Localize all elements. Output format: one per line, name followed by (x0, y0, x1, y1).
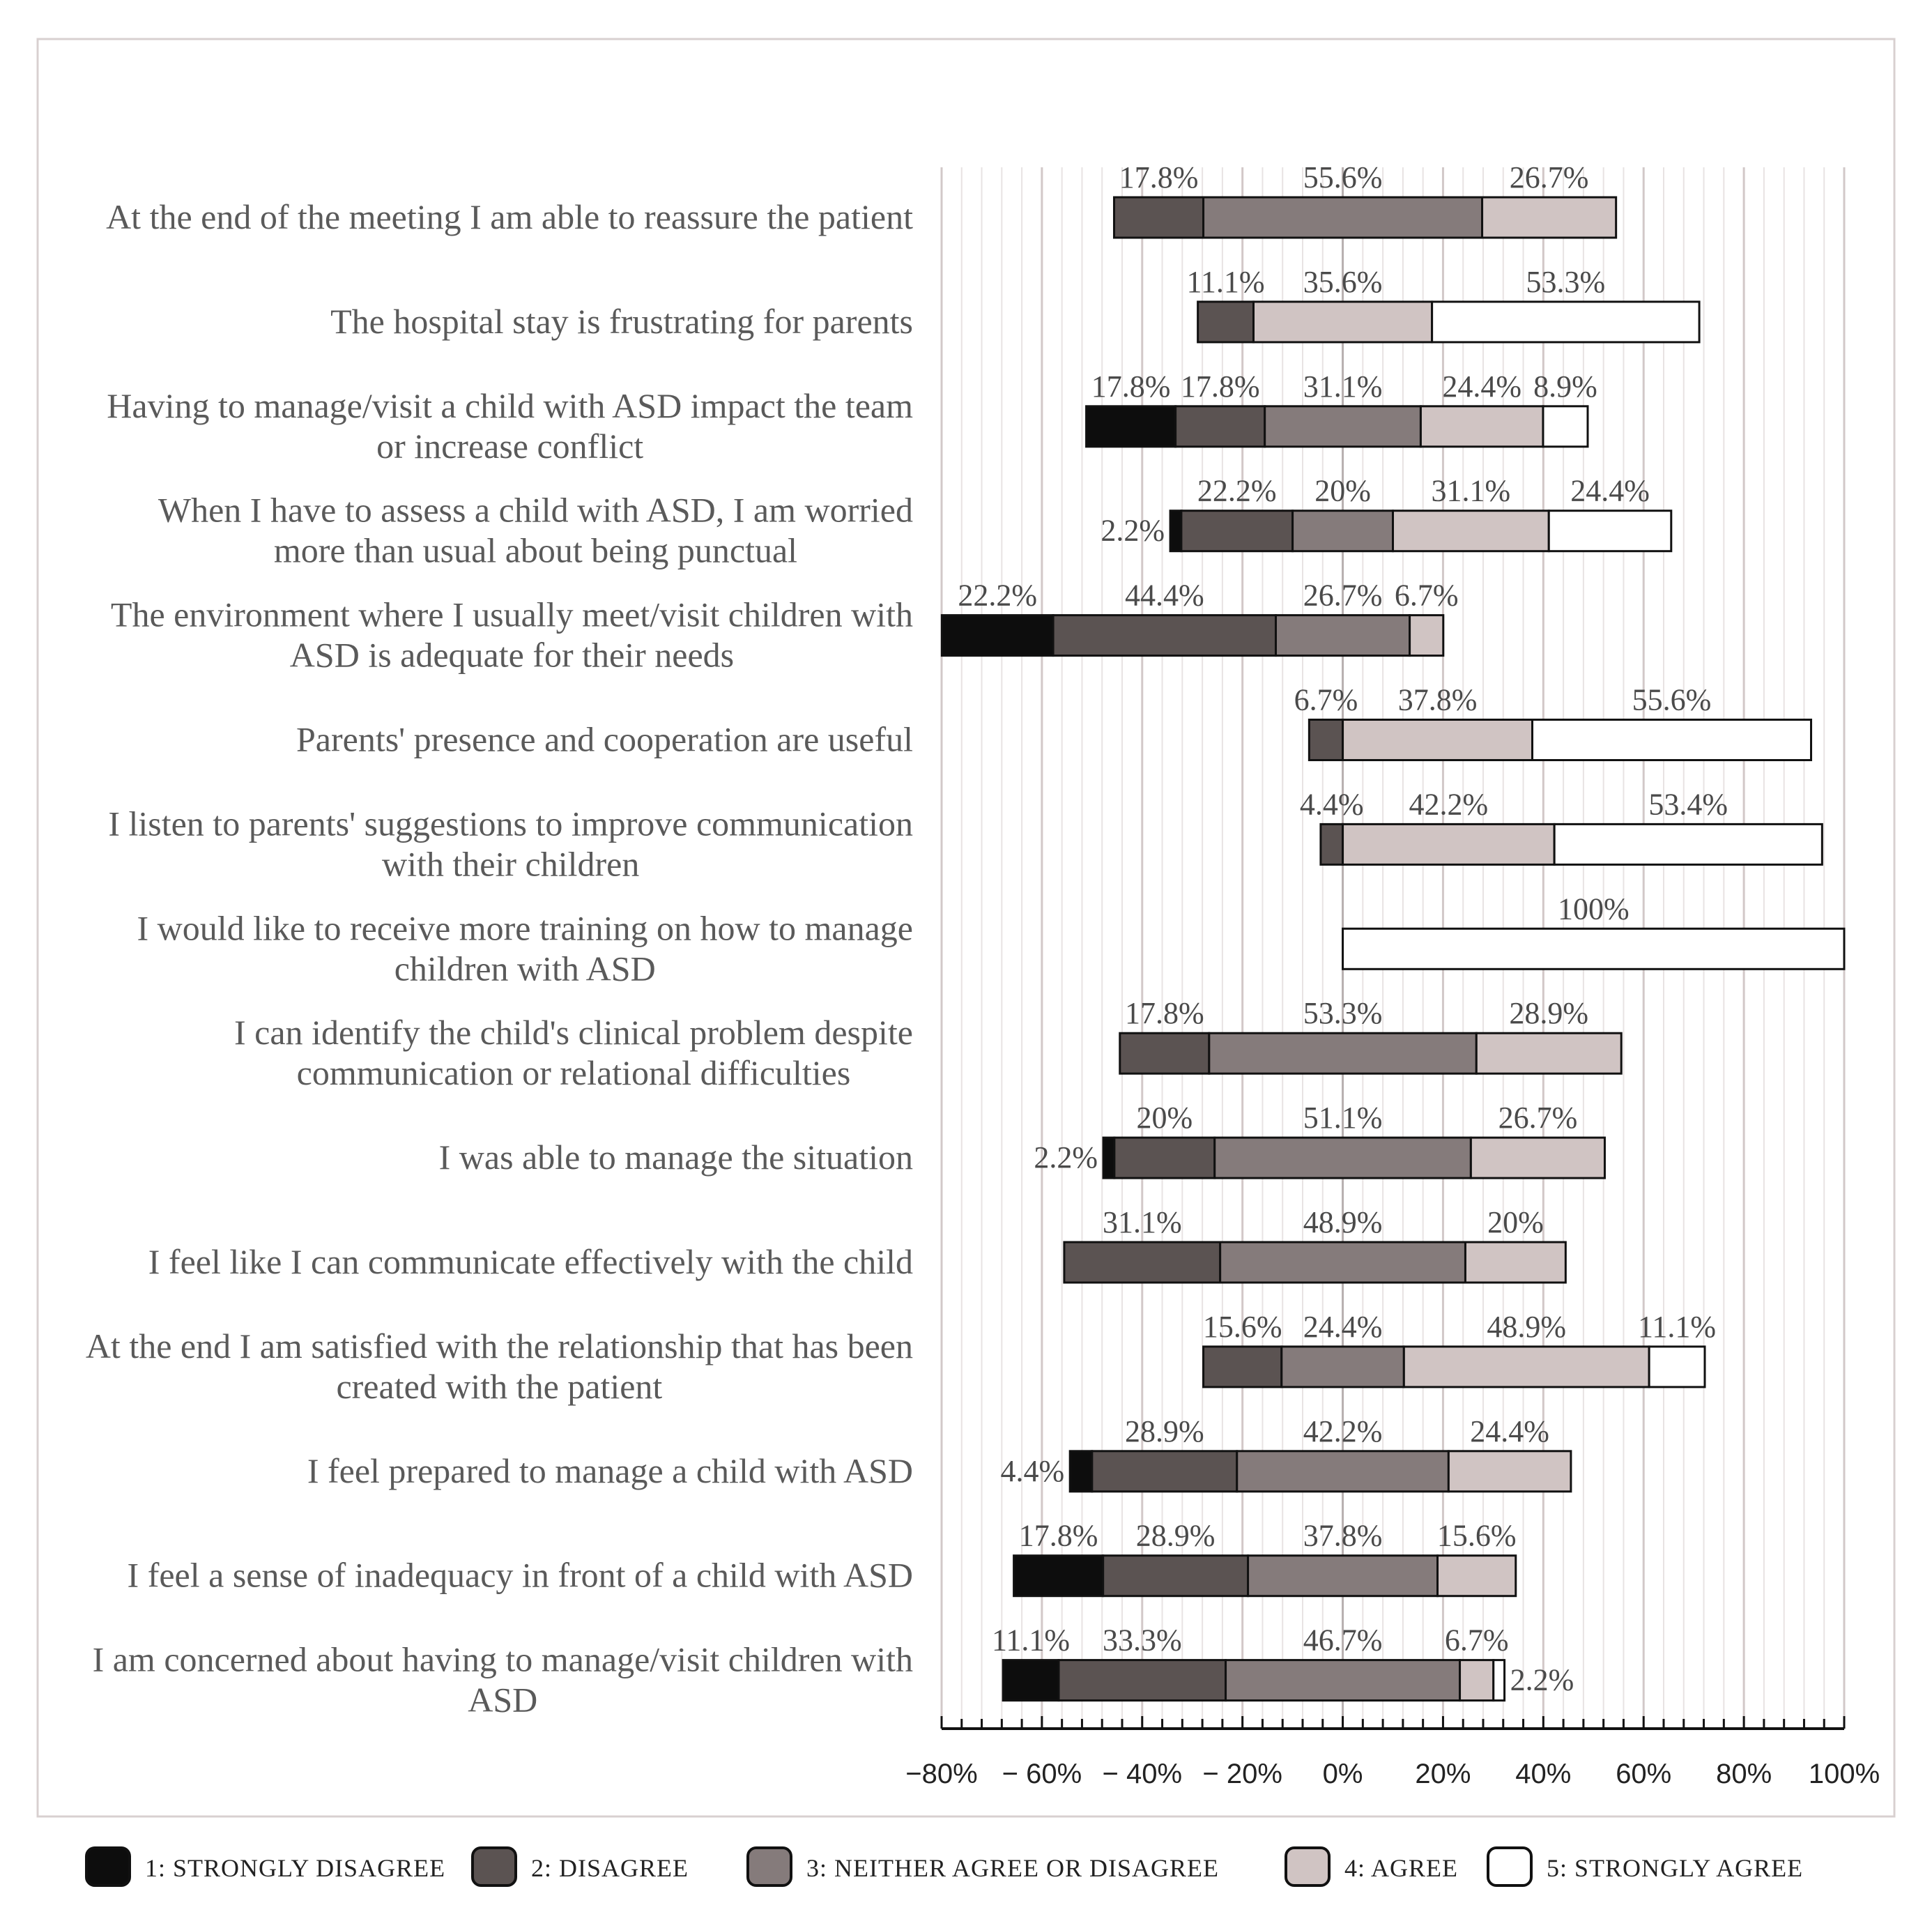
x-tick-label: 100% (1808, 1759, 1880, 1789)
bar-segment (1276, 615, 1410, 656)
bar-segment (1309, 720, 1342, 760)
bar-segment (1103, 1556, 1248, 1596)
bar-segment (1471, 1138, 1604, 1178)
value-label: 24.4% (1442, 369, 1522, 404)
value-label: 26.7% (1498, 1101, 1578, 1135)
x-tick-label: 40% (1515, 1759, 1572, 1789)
legend-label: 4: AGREE (1344, 1854, 1459, 1882)
bar-segment (1420, 406, 1543, 447)
question-label: ASD (468, 1680, 538, 1720)
value-label: 53.3% (1526, 264, 1606, 299)
bar-segment (1482, 197, 1616, 238)
bar-segment (1533, 720, 1811, 760)
question-label: I feel like I can communicate effectively with the child (148, 1242, 913, 1281)
bar-segment (1549, 511, 1671, 551)
value-label: 11.1% (1186, 264, 1265, 299)
value-label: 17.8% (1091, 369, 1171, 404)
bar-segment (1465, 1242, 1565, 1283)
legend-label: 1: STRONGLY DISAGREE (145, 1854, 446, 1882)
value-label: 28.9% (1124, 1414, 1204, 1448)
value-label: 6.7% (1444, 1623, 1509, 1658)
x-tick-label: 60% (1616, 1759, 1672, 1789)
value-label: 17.8% (1119, 160, 1199, 194)
bar-segment (1460, 1660, 1494, 1701)
bar-segment (1092, 1451, 1237, 1492)
question-label: I can identify the child's clinical problem despite (234, 1013, 913, 1053)
question-label: more than usual about being punctual (273, 530, 798, 570)
legend-label: 2: DISAGREE (531, 1854, 689, 1882)
question-label: Having to manage/visit a child with ASD impact the team (107, 385, 913, 425)
x-tick-label: − 40% (1102, 1759, 1183, 1789)
bar-segment (1176, 406, 1265, 447)
question-label: or increase conflict (376, 426, 644, 466)
question-label: I feel a sense of inadequacy in front of a child with ASD (127, 1555, 913, 1595)
value-label: 24.4% (1303, 1309, 1383, 1344)
value-label: 22.2% (1197, 473, 1277, 508)
bar-segment (1209, 1033, 1476, 1073)
bar-segment (1476, 1033, 1621, 1073)
value-label: 4.4% (1299, 787, 1364, 822)
bar-segment (1120, 1033, 1209, 1073)
value-label: 17.8% (1018, 1518, 1098, 1553)
value-label: 55.6% (1303, 160, 1383, 194)
value-label: 26.7% (1509, 160, 1589, 194)
x-tick-label: − 60% (1002, 1759, 1082, 1789)
value-label: 53.3% (1303, 996, 1383, 1031)
value-label: 20% (1136, 1101, 1193, 1135)
value-label: 26.7% (1303, 578, 1383, 613)
legend-label: 3: NEITHER AGREE OR DISAGREE (806, 1854, 1219, 1882)
bar-segment (1321, 824, 1343, 864)
legend-label: 5: STRONGLY AGREE (1547, 1854, 1804, 1882)
value-label: 48.9% (1487, 1309, 1567, 1344)
bar-segment (1554, 824, 1822, 864)
bar-segment (1170, 511, 1181, 551)
value-label: 46.7% (1303, 1623, 1383, 1658)
bar-segment (1438, 1556, 1516, 1596)
value-label: 48.9% (1303, 1205, 1383, 1239)
value-label: 4.4% (1000, 1453, 1065, 1488)
question-label: with their children (381, 844, 640, 884)
value-label: 37.8% (1303, 1518, 1383, 1553)
bar-segment (1282, 1347, 1404, 1387)
bar-segment (942, 615, 1053, 656)
bar-segment (1064, 1242, 1220, 1283)
bar-segment (1393, 511, 1549, 551)
question-label: I would like to receive more training on how to manage (137, 908, 913, 948)
bar-segment (1649, 1347, 1705, 1387)
question-label: communication or relational difficulties (296, 1053, 851, 1093)
bar-segment (1181, 511, 1293, 551)
question-label: Parents' presence and cooperation are useful (296, 719, 913, 759)
value-label: 22.2% (958, 578, 1038, 613)
bar-segment (1248, 1556, 1438, 1596)
value-label: 6.7% (1294, 682, 1358, 717)
value-label: 55.6% (1632, 682, 1712, 717)
question-label: When I have to assess a child with ASD, I am worried (158, 490, 913, 530)
bar-segment (1293, 511, 1393, 551)
value-label: 42.2% (1409, 787, 1489, 822)
x-tick-label: 20% (1415, 1759, 1471, 1789)
value-label: 51.1% (1303, 1101, 1383, 1135)
question-label: At the end I am satisfied with the relationship that has been (85, 1326, 913, 1365)
question-label: I was able to manage the situation (438, 1138, 913, 1177)
question-label: The hospital stay is frustrating for parents (330, 301, 913, 341)
value-label: 28.9% (1135, 1518, 1216, 1553)
value-label: 8.9% (1533, 369, 1597, 404)
legend (86, 1848, 1803, 1885)
value-label: 53.4% (1648, 787, 1728, 822)
bar-segment (1003, 1660, 1059, 1701)
value-label: 15.6% (1202, 1309, 1282, 1344)
bar-segment (1253, 302, 1432, 342)
value-label: 31.1% (1102, 1205, 1182, 1239)
value-label: 2.2% (1510, 1662, 1574, 1697)
bar-segment (1114, 197, 1203, 238)
question-label: The environment where I usually meet/visit children with (110, 595, 913, 634)
bar-segment (1343, 824, 1555, 864)
bar-segment (1432, 302, 1699, 342)
bar-segment (1265, 406, 1421, 447)
value-label: 33.3% (1102, 1623, 1182, 1658)
value-label: 24.4% (1470, 1414, 1549, 1448)
bar-segment (1114, 1138, 1215, 1178)
bar-segment (1543, 406, 1588, 447)
value-label: 37.8% (1397, 682, 1478, 717)
question-label: children with ASD (394, 949, 656, 988)
bar-segment (1014, 1556, 1103, 1596)
value-label: 31.1% (1303, 369, 1383, 404)
bar-segment (1343, 928, 1844, 969)
legend-swatch (86, 1848, 130, 1885)
value-label: 17.8% (1124, 996, 1204, 1031)
value-label: 100% (1557, 892, 1630, 926)
value-label: 2.2% (1034, 1140, 1098, 1175)
bar-segment (1087, 406, 1176, 447)
bar-segment (1204, 197, 1482, 238)
bar-segment (1215, 1138, 1471, 1178)
bar-segment (1053, 615, 1275, 656)
question-label: At the end of the meeting I am able to reassure the patient (106, 197, 913, 236)
value-label: 35.6% (1303, 264, 1383, 299)
bar-segment (1204, 1347, 1282, 1387)
legend-swatch (473, 1848, 516, 1885)
bar-segment (1494, 1660, 1505, 1701)
bar-segment (1237, 1451, 1449, 1492)
legend-swatch (1488, 1848, 1531, 1885)
bar-segment (1343, 720, 1533, 760)
value-label: 17.8% (1180, 369, 1260, 404)
value-label: 42.2% (1303, 1414, 1383, 1448)
bar-segment (1226, 1660, 1460, 1701)
bar-segment (1220, 1242, 1466, 1283)
bar-segment (1070, 1451, 1092, 1492)
bar-segment (1448, 1451, 1571, 1492)
legend-swatch (748, 1848, 791, 1885)
x-tick-label: 80% (1716, 1759, 1772, 1789)
x-tick-label: −80% (905, 1759, 978, 1789)
value-label: 2.2% (1101, 513, 1165, 548)
question-label: I am concerned about having to manage/visit children with (92, 1639, 913, 1679)
value-label: 20% (1314, 473, 1371, 508)
value-label: 15.6% (1436, 1518, 1517, 1553)
value-label: 44.4% (1124, 578, 1204, 613)
value-label: 11.1% (992, 1623, 1071, 1658)
value-label: 28.9% (1509, 996, 1589, 1031)
bar-segment (1404, 1347, 1649, 1387)
bar-segment (1410, 615, 1443, 656)
x-tick-label: − 20% (1202, 1759, 1282, 1789)
question-label: created with the patient (336, 1366, 663, 1406)
bar-segment (1198, 302, 1254, 342)
value-label: 6.7% (1394, 578, 1459, 613)
question-label: ASD is adequate for their needs (289, 635, 735, 675)
bar-segment (1059, 1660, 1226, 1701)
value-label: 24.4% (1570, 473, 1650, 508)
value-label: 20% (1487, 1205, 1544, 1239)
value-label: 11.1% (1638, 1309, 1717, 1344)
value-label: 31.1% (1431, 473, 1511, 508)
x-tick-label: 0% (1322, 1759, 1363, 1789)
question-label: I feel prepared to manage a child with ASD (307, 1451, 913, 1490)
question-label: I listen to parents' suggestions to improve communication (108, 804, 913, 843)
bar-segment (1103, 1138, 1114, 1178)
legend-swatch (1286, 1848, 1329, 1885)
